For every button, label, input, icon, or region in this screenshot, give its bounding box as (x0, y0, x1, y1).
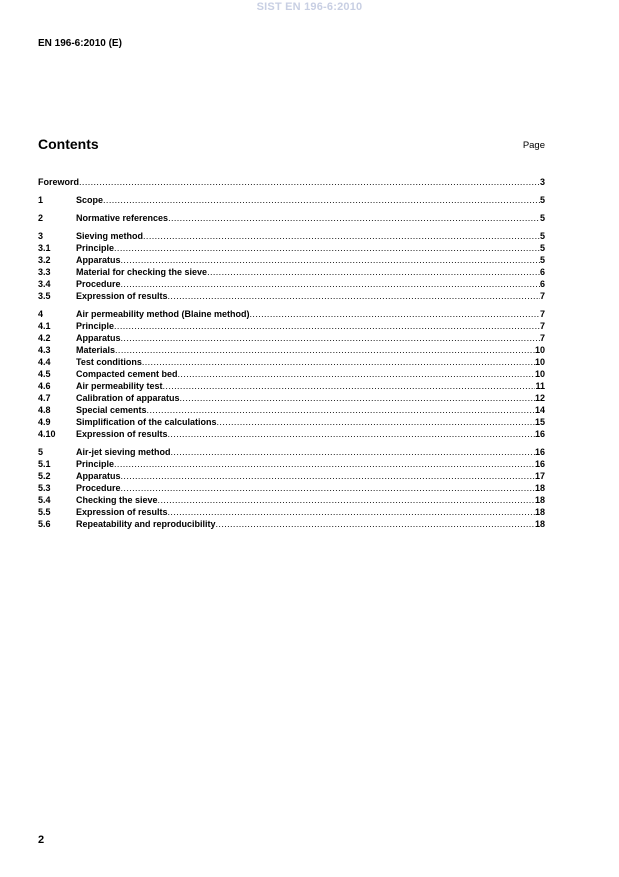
toc-entry-page: 3 (539, 177, 545, 187)
toc-entry-number: 3.1 (38, 243, 51, 253)
toc-entry-title: Checking the sieve (76, 495, 158, 505)
toc-entry-title: Compacted cement bed (76, 369, 178, 379)
toc-entry-page: 7 (539, 291, 545, 301)
toc-entry-page: 7 (539, 309, 545, 319)
toc-entry[interactable] (38, 428, 545, 440)
toc-entry-page: 10 (534, 357, 545, 367)
document-identifier: EN 196-6:2010 (E) (38, 38, 122, 49)
toc-entry-number: 5.6 (38, 519, 51, 529)
toc-entry-number: 3.3 (38, 267, 51, 277)
toc-entry[interactable] (38, 458, 545, 470)
toc-entry-page: 16 (534, 459, 545, 469)
toc-entry[interactable] (38, 266, 545, 278)
toc-entry-number: 4.2 (38, 333, 51, 343)
toc-dot-leader (115, 344, 535, 356)
toc-entry[interactable] (38, 470, 545, 482)
toc-entry-number: 2 (38, 213, 44, 223)
toc-entry-page: 18 (534, 495, 545, 505)
toc-entry-number: 4.10 (38, 429, 56, 439)
toc-entry[interactable] (38, 392, 545, 404)
toc-entry-number: 5 (38, 447, 44, 457)
toc-entry-page: 11 (535, 381, 545, 391)
toc-entry-page: 5 (539, 255, 545, 265)
toc-entry[interactable] (38, 308, 545, 320)
toc-entry-number: 5.2 (38, 471, 51, 481)
toc-entry-number: 4.3 (38, 345, 51, 355)
toc-entry-page: 16 (534, 447, 545, 457)
toc-entry-number: 3.5 (38, 291, 51, 301)
toc-entry-number: 4.5 (38, 369, 51, 379)
toc-entry-page: 16 (534, 429, 545, 439)
toc-entry-title: Principle (76, 321, 115, 331)
toc-dot-leader (79, 176, 540, 188)
toc-dot-leader (180, 392, 535, 404)
toc-dot-leader (178, 368, 535, 380)
toc-dot-leader (121, 332, 540, 344)
toc-entry-page: 7 (539, 321, 545, 331)
toc-dot-leader (114, 242, 540, 254)
contents-heading: Contents (38, 136, 99, 152)
toc-dot-leader (207, 266, 540, 278)
toc-entry-page: 5 (539, 213, 545, 223)
toc-dot-leader (158, 494, 535, 506)
toc-entry-title: Principle (76, 459, 115, 469)
toc-entry-title: Material for checking the sieve (76, 267, 208, 277)
toc-entry-title: Apparatus (76, 255, 121, 265)
toc-dot-leader (121, 470, 535, 482)
toc-dot-leader (103, 194, 540, 206)
toc-dot-leader (168, 212, 540, 224)
toc-dot-leader (143, 230, 540, 242)
page-number: 2 (38, 834, 45, 846)
toc-entry-title: Foreword (38, 177, 80, 187)
toc-entry[interactable] (38, 230, 545, 242)
toc-entry[interactable] (38, 332, 545, 344)
toc-entry[interactable] (38, 344, 545, 356)
toc-entry[interactable] (38, 380, 545, 392)
toc-entry-title: Materials (76, 345, 116, 355)
toc-entry-title: Sieving method (76, 231, 144, 241)
toc-entry-number: 4.9 (38, 417, 51, 427)
toc-entry[interactable] (38, 176, 545, 188)
toc-entry-title: Special cements (76, 405, 147, 415)
toc-entry-title: Apparatus (76, 333, 121, 343)
toc-dot-leader (250, 308, 540, 320)
toc-entry-title: Air permeability test (76, 381, 163, 391)
toc-entry-title: Procedure (76, 483, 121, 493)
toc-entry-number: 3.4 (38, 279, 51, 289)
toc-dot-leader (163, 380, 536, 392)
toc-dot-leader (114, 320, 540, 332)
toc-entry-title: Expression of results (76, 429, 168, 439)
toc-dot-leader (168, 290, 540, 302)
watermark: SIST EN 196-6:2010 (256, 1, 363, 13)
toc-entry-number: 4.8 (38, 405, 51, 415)
toc-entry-title: Expression of results (76, 507, 168, 517)
toc-entry[interactable] (38, 482, 545, 494)
toc-entry-title: Normative references (76, 213, 169, 223)
toc-entry[interactable] (38, 506, 545, 518)
toc-dot-leader (121, 482, 535, 494)
toc-entry[interactable] (38, 212, 545, 224)
toc-entry-title: Expression of results (76, 291, 168, 301)
toc-entry-number: 3 (38, 231, 44, 241)
toc-entry-title: Simplification of the calculations (76, 417, 217, 427)
toc-entry[interactable] (38, 404, 545, 416)
toc-entry-page: 5 (539, 195, 545, 205)
toc-entry[interactable] (38, 242, 545, 254)
toc-entry-title: Test conditions (76, 357, 142, 367)
toc-entry-number: 5.5 (38, 507, 51, 517)
toc-entry-page: 6 (539, 279, 545, 289)
toc-entry-page: 18 (534, 519, 545, 529)
toc-dot-leader (168, 506, 535, 518)
toc-entry-title: Scope (76, 195, 104, 205)
toc-dot-leader (216, 518, 535, 530)
toc-entry-page: 14 (534, 405, 545, 415)
toc-entry-title: Repeatability and reproducibility (76, 519, 216, 529)
toc-entry[interactable] (38, 518, 545, 530)
toc-entry-number: 4.7 (38, 393, 51, 403)
toc-entry-title: Air permeability method (Blaine method) (76, 309, 250, 319)
toc-entry[interactable] (38, 356, 545, 368)
toc-entry-number: 3.2 (38, 255, 51, 265)
toc-entry-number: 4 (38, 309, 44, 319)
toc-entry-title: Air-jet sieving method (76, 447, 171, 457)
toc-entry-page: 17 (534, 471, 545, 481)
toc-dot-leader (171, 446, 535, 458)
toc-entry-number: 4.6 (38, 381, 51, 391)
toc-entry[interactable] (38, 254, 545, 266)
toc-entry-page: 15 (534, 417, 545, 427)
toc-entry[interactable] (38, 446, 545, 458)
toc-entry-page: 7 (539, 333, 545, 343)
toc-dot-leader (168, 428, 535, 440)
toc-entry[interactable] (38, 194, 545, 206)
toc-entry[interactable] (38, 416, 545, 428)
toc-entry-number: 5.3 (38, 483, 51, 493)
toc-entry[interactable] (38, 320, 545, 332)
toc-entry-number: 4.4 (38, 357, 51, 367)
toc-dot-leader (147, 404, 535, 416)
toc-entry-page: 10 (534, 345, 545, 355)
toc-entry-title: Procedure (76, 279, 121, 289)
toc-entry-title: Calibration of apparatus (76, 393, 180, 403)
table-of-contents (38, 176, 545, 530)
toc-entry[interactable] (38, 278, 545, 290)
toc-entry[interactable] (38, 368, 545, 380)
toc-entry-title: Principle (76, 243, 115, 253)
toc-entry-title: Apparatus (76, 471, 121, 481)
toc-entry[interactable] (38, 494, 545, 506)
toc-entry-page: 12 (534, 393, 545, 403)
toc-entry-page: 18 (534, 483, 545, 493)
toc-entry-number: 5.4 (38, 495, 51, 505)
toc-entry-page: 6 (539, 267, 545, 277)
toc-dot-leader (142, 356, 535, 368)
toc-dot-leader (217, 416, 535, 428)
toc-entry-number: 4.1 (38, 321, 51, 331)
toc-entry-number: 5.1 (38, 459, 51, 469)
toc-entry-page: 5 (539, 231, 545, 241)
toc-entry-page: 10 (534, 369, 545, 379)
toc-entry-page: 18 (534, 507, 545, 517)
toc-entry-page: 5 (539, 243, 545, 253)
toc-dot-leader (114, 458, 535, 470)
toc-entry-number: 1 (38, 195, 44, 205)
toc-entry[interactable] (38, 290, 545, 302)
toc-dot-leader (121, 254, 540, 266)
page-column-label: Page (522, 140, 545, 151)
toc-dot-leader (121, 278, 540, 290)
